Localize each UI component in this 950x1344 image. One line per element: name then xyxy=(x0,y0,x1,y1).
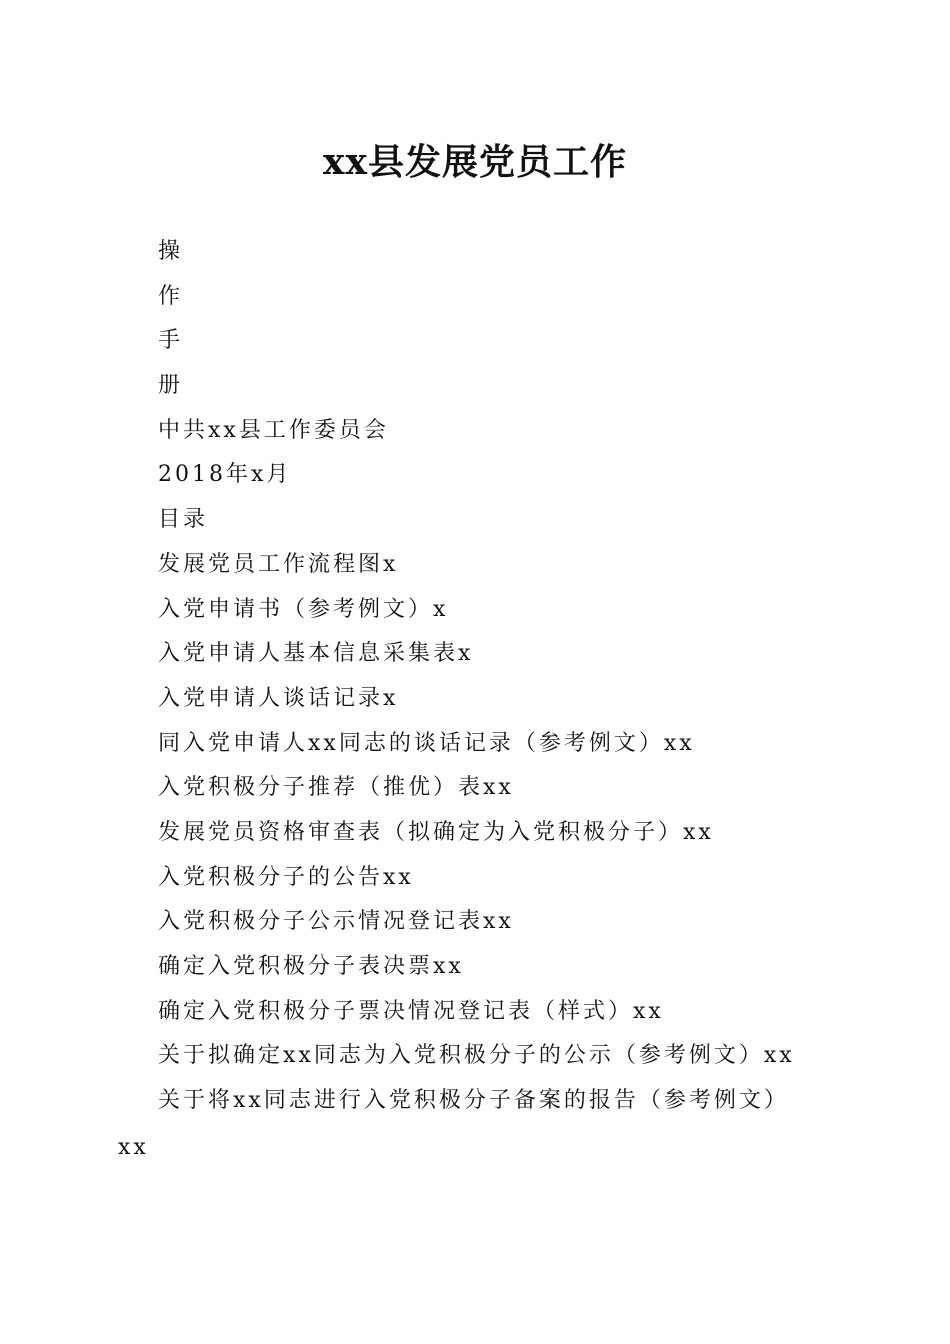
document-title: xx县发展党员工作 xyxy=(323,141,627,183)
toc-entry: 发展党员资格审查表（拟确定为入党积极分子）xx xyxy=(158,819,714,845)
document-body xyxy=(158,230,838,1124)
toc-entry: 发展党员工作流程图x xyxy=(158,551,399,577)
toc-entry: 入党积极分子推荐（推优）表xx xyxy=(158,775,514,801)
toc-entry: 同入党申请人xx同志的谈话记录（参考例文）xx xyxy=(158,730,695,756)
date-line: 2018年x月 xyxy=(158,462,292,488)
toc-heading: 目录 xyxy=(158,507,209,533)
toc-entry-continuation: xx xyxy=(118,1135,149,1160)
text-line: 手 xyxy=(158,328,184,354)
text-line: 操 xyxy=(158,239,184,264)
toc-entry: 入党申请人谈话记录x xyxy=(158,685,399,711)
text-line: 册 xyxy=(158,373,184,399)
toc-entry: 确定入党积极分子票决情况登记表（样式）xx xyxy=(158,998,664,1024)
toc-entry: 入党申请人基本信息采集表x xyxy=(158,641,474,667)
toc-entry: 入党积极分子的公告xx xyxy=(158,864,414,890)
toc-entry: 关于将xx同志进行入党积极分子备案的报告（参考例文） xyxy=(158,1088,789,1114)
text-line: 作 xyxy=(158,283,184,309)
toc-entry: 入党积极分子公示情况登记表xx xyxy=(158,909,514,935)
toc-entry: 入党申请书（参考例文）x xyxy=(158,596,449,622)
toc-entry: 确定入党积极分子表决票xx xyxy=(158,954,464,979)
toc-entry: 关于拟确定xx同志为入党积极分子的公示（参考例文）xx xyxy=(158,1043,795,1069)
organization-line: 中共xx县工作委员会 xyxy=(158,417,389,443)
